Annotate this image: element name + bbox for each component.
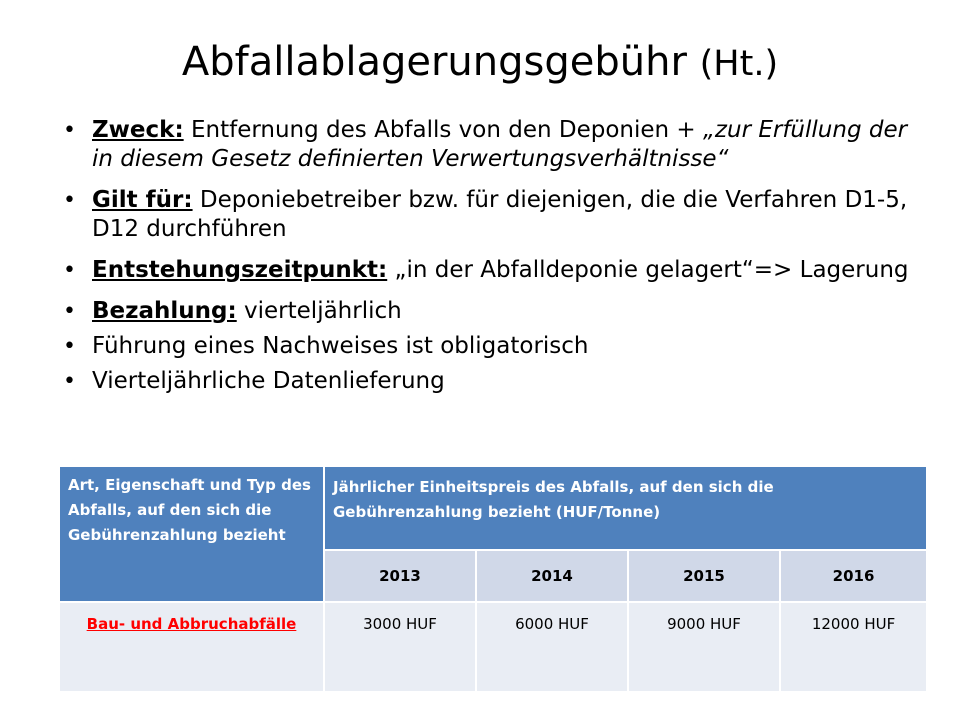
bullet-text: Vierteljährliche Datenlieferung — [92, 368, 445, 394]
bullet-nachweis — [66, 332, 926, 361]
slide-title-main: Abfallablagerungsgebühr — [181, 39, 687, 85]
table-header-year: 2016 — [780, 550, 927, 602]
bullet-key: Zweck: — [92, 117, 184, 143]
table-header-year: 2014 — [476, 550, 628, 602]
bullet-bezahlung — [66, 297, 926, 326]
bullet-key: Bezahlung: — [92, 298, 237, 324]
bullet-zweck — [66, 116, 926, 174]
table-cell-price: 12000 HUF — [780, 602, 927, 692]
table-header-year: 2015 — [628, 550, 780, 602]
bullet-italic-quote: „zur Erfüllung der in diesem Gesetz definierten Verwertungsverhältnisse“ — [92, 117, 908, 172]
table-cell-price: 9000 HUF — [628, 602, 780, 692]
bullet-key: Gilt für: — [92, 187, 193, 213]
slide-title — [0, 36, 960, 90]
bullet-key: Entstehungszeitpunkt: — [92, 257, 388, 283]
table-cell-price: 3000 HUF — [324, 602, 476, 692]
bullet-text: Entfernung des Abfalls von den Deponien + — [190, 117, 704, 143]
bullet-entstehungszeitpunkt — [66, 256, 926, 285]
bullet-text: „in der Abfalldeponie gelagert“=> Lagerung — [394, 257, 909, 283]
bullet-list — [66, 116, 926, 402]
table-row — [59, 602, 927, 692]
table-header-unit-price: Jährlicher Einheitspreis des Abfalls, auf den sich die Gebührenzahlung bezieht (HUF/Tonne) — [324, 466, 927, 550]
bullet-datenlieferung — [66, 367, 926, 396]
table-cell-category: Bau- und Abbruchabfälle — [59, 602, 324, 692]
fee-table — [58, 465, 928, 693]
bullet-text: Deponiebetreiber bzw. für diejenigen, die die Verfahren D1-5, D12 durchführen — [92, 187, 908, 242]
bullet-gilt-fuer — [66, 186, 926, 244]
table-cell-price: 6000 HUF — [476, 602, 628, 692]
bullet-text: vierteljährlich — [244, 298, 402, 324]
bullet-text: Führung eines Nachweises ist obligatorisch — [92, 333, 589, 359]
table-header-waste-type: Art, Eigenschaft und Typ des Abfalls, auf den sich die Gebührenzahlung bezieht — [59, 466, 324, 602]
slide-title-suffix: (Ht.) — [699, 44, 779, 84]
table-header-year: 2013 — [324, 550, 476, 602]
